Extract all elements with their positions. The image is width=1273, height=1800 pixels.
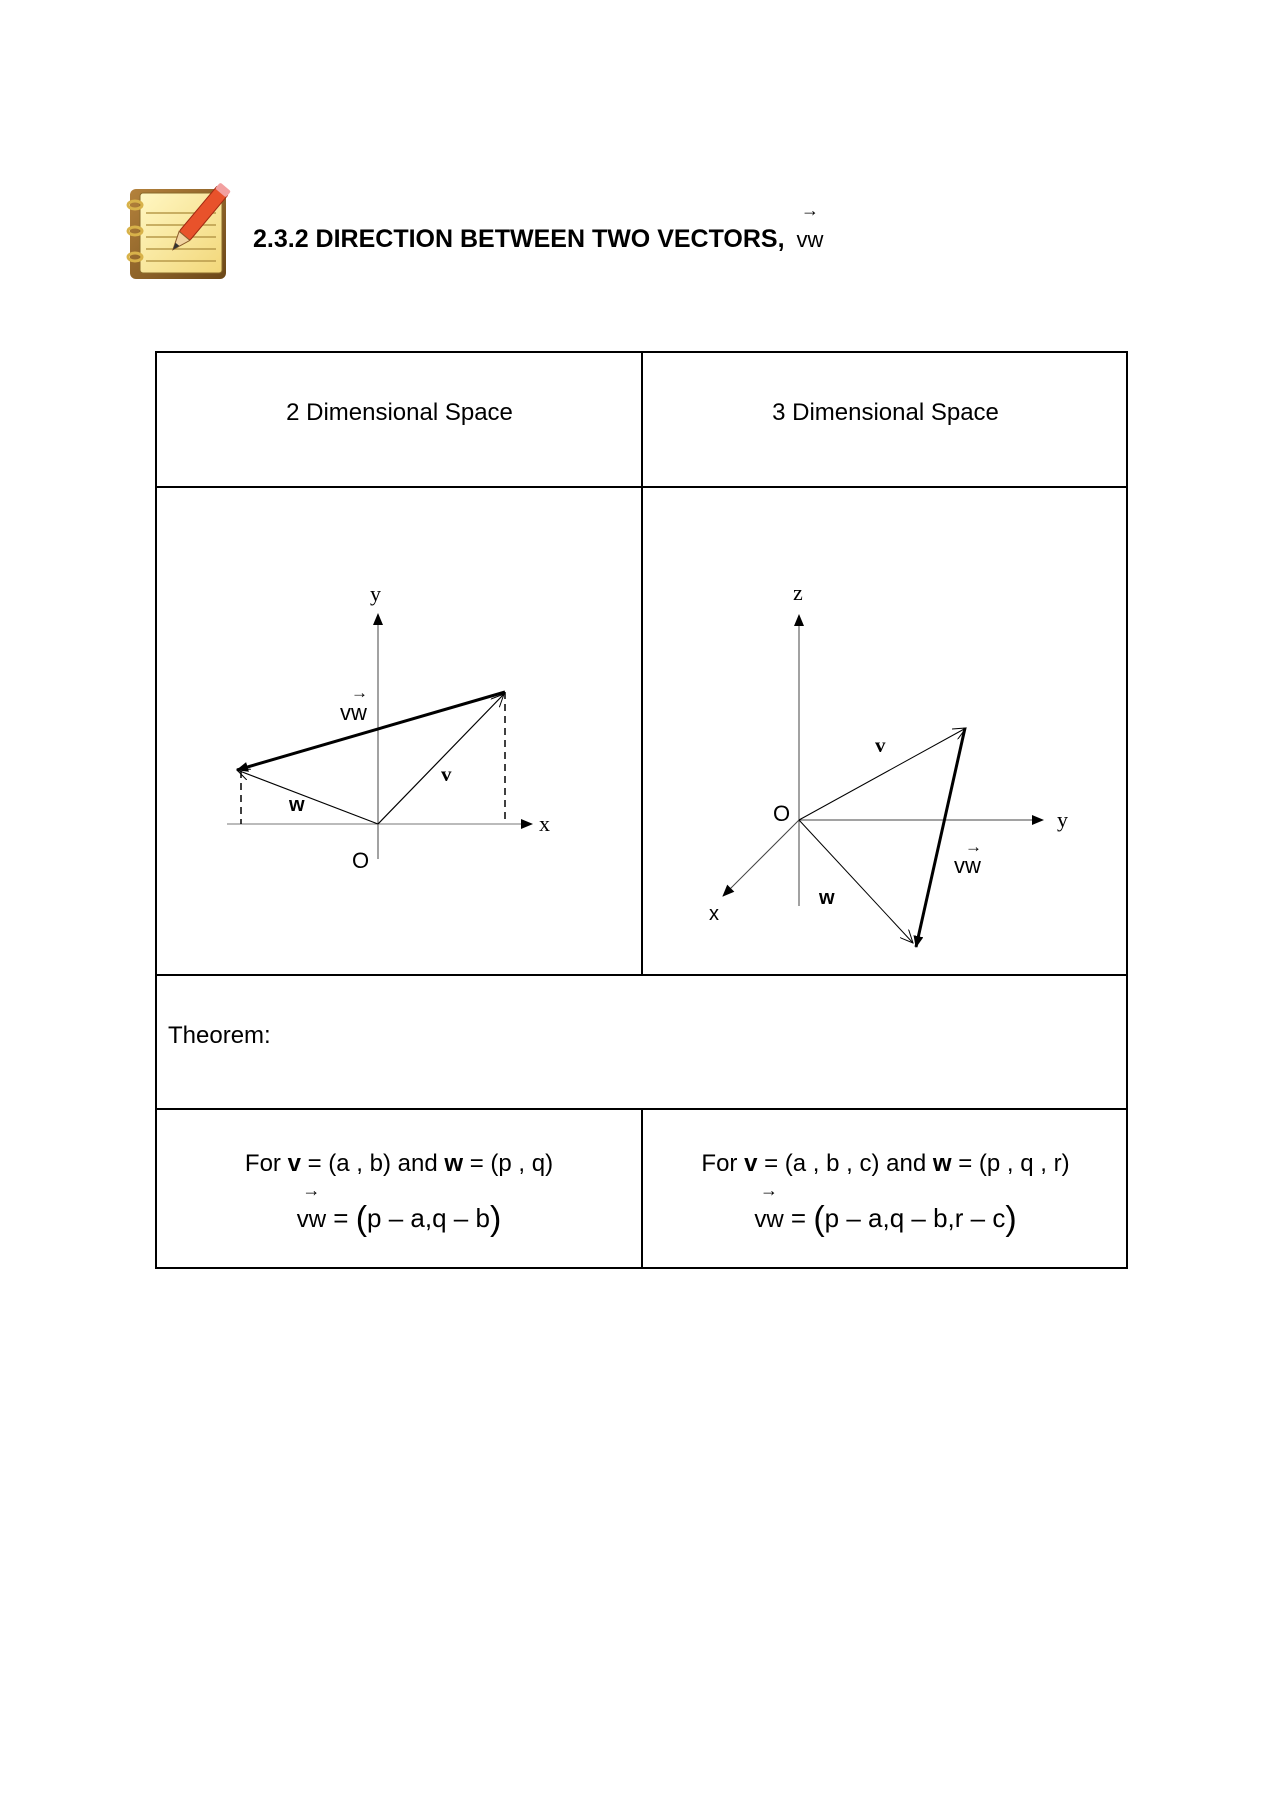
label-vw: vw <box>954 853 981 878</box>
result-vector-symbol <box>296 1180 327 1234</box>
result-vector-name: vw <box>754 1206 784 1233</box>
result-vector-name: vw <box>296 1206 327 1233</box>
vector-w <box>237 770 378 824</box>
formula-3d-result <box>643 1180 1128 1239</box>
vector-arrow-icon: → <box>800 200 819 220</box>
formula-v-value: = (a , b , c) and <box>764 1150 927 1177</box>
label-vw: vw <box>340 700 367 725</box>
formula-v-value: = (a , b) and <box>307 1150 438 1177</box>
diagram-2d <box>157 488 641 974</box>
formula-w: w <box>444 1150 464 1177</box>
x-axis <box>723 820 799 896</box>
header-cell-3d <box>643 353 1128 487</box>
label-w: w <box>819 887 835 909</box>
label-z: z <box>793 580 803 605</box>
close-paren: ) <box>489 1200 502 1238</box>
direction-table <box>155 351 1128 1269</box>
label-origin: O <box>352 848 370 873</box>
notepad-pencil-icon <box>124 183 239 283</box>
formula-w-value: = (p , q , r) <box>958 1150 1070 1177</box>
vector-v <box>378 694 504 824</box>
formula-for: For <box>701 1150 738 1177</box>
formula-2d-result <box>157 1180 641 1239</box>
page-title <box>253 200 824 254</box>
label-y: y <box>1057 807 1068 832</box>
header-cell-2d <box>157 353 642 487</box>
close-paren: ) <box>1005 1200 1017 1238</box>
vector-arrow-icon: → <box>760 1180 778 1200</box>
title-text: 2.3.2 DIRECTION BETWEEN TWO VECTORS, <box>253 225 785 253</box>
vector-vw <box>916 728 965 947</box>
vector-vw <box>237 692 505 770</box>
formula-3d-definition <box>643 1150 1128 1178</box>
title-vector-name: vw <box>796 227 824 252</box>
open-paren: ( <box>813 1200 825 1238</box>
formula-cell-3d <box>643 1110 1128 1269</box>
diagram-cell-3d <box>643 488 1128 974</box>
label-w: w <box>289 794 305 816</box>
theorem-label: Theorem: <box>168 1022 271 1049</box>
label-x: x <box>709 903 719 925</box>
label-x: x <box>539 811 550 836</box>
formula-equals: = <box>790 1203 807 1233</box>
label-v: v <box>875 733 886 757</box>
label-v: v <box>441 762 452 786</box>
diagram-3d <box>643 488 1128 974</box>
formula-w-value: = (p , q) <box>469 1150 554 1177</box>
formula-w: w <box>932 1150 952 1177</box>
vector-arrow-icon: → <box>302 1180 321 1200</box>
diagram-cell-2d <box>157 488 641 974</box>
section-heading <box>124 183 924 287</box>
header-3d: 3 Dimensional Space <box>772 399 999 426</box>
open-paren: ( <box>355 1200 368 1238</box>
result-vector-symbol <box>754 1180 784 1234</box>
formula-expression: p – a,q – b,r – c <box>824 1203 1006 1233</box>
vw-arrow-icon: → <box>351 683 368 702</box>
label-origin: O <box>773 801 791 826</box>
formula-expression: p – a,q – b <box>367 1203 490 1233</box>
formula-cell-2d <box>157 1110 641 1269</box>
formula-v: v <box>744 1150 758 1177</box>
vw-arrow-icon: → <box>965 837 982 856</box>
vector-w <box>799 820 913 943</box>
title-vector-symbol <box>796 200 824 254</box>
formula-2d-definition <box>157 1150 641 1178</box>
header-2d: 2 Dimensional Space <box>286 399 513 426</box>
label-y: y <box>370 581 381 606</box>
formula-for: For <box>244 1150 281 1177</box>
formula-v: v <box>287 1150 301 1177</box>
formula-equals: = <box>333 1203 349 1233</box>
theorem-cell <box>157 976 1128 1108</box>
